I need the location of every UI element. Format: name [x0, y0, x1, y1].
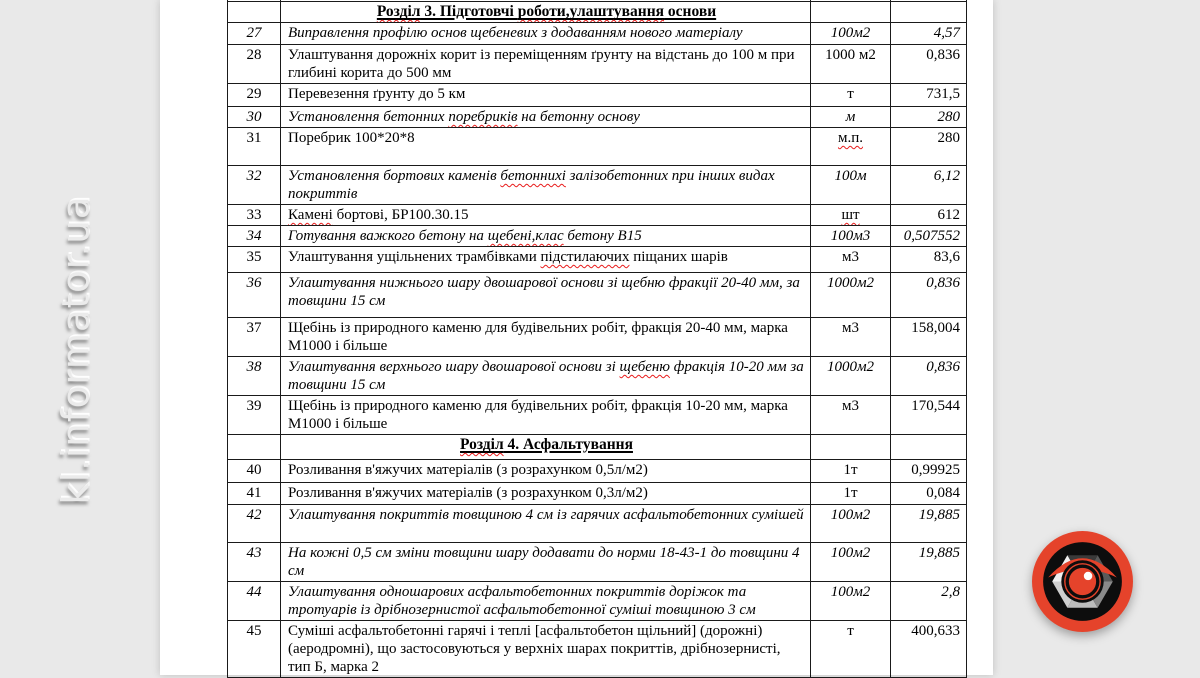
misspelled-word: шт: [841, 207, 860, 223]
section-header-row: [228, 435, 967, 460]
table-row: [228, 107, 967, 128]
quantity-cell: 19,885: [891, 543, 967, 582]
table-row: [228, 357, 967, 396]
row-number-cell: 42: [228, 505, 281, 543]
unit-text: м3: [842, 398, 859, 414]
description-cell: [281, 396, 811, 435]
quantity-cell: 6,12: [891, 166, 967, 205]
row-number-cell: 39: [228, 396, 281, 435]
description-text: Улаштування покриттів товщиною 4 см із гарячих асфальтобетонних сумішей: [288, 507, 804, 523]
table-row: [228, 45, 967, 84]
row-number-cell: 45: [228, 621, 281, 678]
row-number-cell: 37: [228, 318, 281, 357]
misspelled-word: Розділ: [376, 3, 421, 20]
row-number-cell: 36: [228, 273, 281, 318]
quantity-cell: 280: [891, 128, 967, 166]
description-text: Щебінь із природного каменю для будівельних робіт, фракція 10-20 мм, марка М1000 і більше: [288, 398, 788, 432]
section-title-text: основи: [664, 3, 717, 20]
unit-cell: [811, 23, 891, 45]
site-watermark: kl.informator.ua: [54, 195, 98, 505]
table-row: [228, 128, 967, 166]
logo-iris: [1069, 568, 1096, 595]
description-text: Установлення бетонних: [288, 109, 449, 125]
misspelled-word: підстилаючих: [540, 249, 630, 265]
table-row: [228, 582, 967, 621]
description-cell: [281, 460, 811, 483]
unit-text: 1000 м2: [825, 47, 876, 63]
quantity-cell: 0,836: [891, 273, 967, 318]
table-row: [228, 205, 967, 226]
quantity-cell: 280: [891, 107, 967, 128]
unit-cell: [811, 396, 891, 435]
quantity-cell: 400,633: [891, 621, 967, 678]
description-text: Улаштування дорожніх корит із переміщенням ґрунту на відстань до 100 м при глибині корита до 500 мм: [288, 47, 795, 81]
unit-text: 1т: [843, 462, 858, 478]
table-row: [228, 23, 967, 45]
table-row: [228, 166, 967, 205]
unit-cell: [811, 273, 891, 318]
misspelled-word: поребриків: [448, 109, 518, 125]
row-number-cell: 34: [228, 226, 281, 247]
row-number-cell: 44: [228, 582, 281, 621]
table-row: [228, 84, 967, 107]
description-cell: [281, 23, 811, 45]
quantity-cell: 2,8: [891, 582, 967, 621]
misspelled-word: бетоннихі: [500, 168, 566, 184]
description-text: фракція 10-20 мм за товщини 15 см: [288, 359, 804, 393]
section-title: [460, 436, 633, 453]
table-row: [228, 460, 967, 483]
unit-cell: [811, 107, 891, 128]
description-cell: [281, 273, 811, 318]
description-cell: [281, 505, 811, 543]
description-text: Поребрик 100*20*8: [288, 130, 415, 146]
unit-text: м3: [842, 249, 859, 265]
description-text: Готування важкого бетону на: [288, 228, 488, 244]
description-text: На кожні 0,5 см зміни товщини шару додавати до норми 18-43-1 до товщини 4 см: [288, 545, 800, 579]
unit-cell: [811, 357, 891, 396]
unit-cell: [811, 128, 891, 166]
unit-text: 100м2: [830, 584, 871, 600]
quantity-cell: 4,57: [891, 23, 967, 45]
description-text: Розливання в'яжучих матеріалів (з розрахунком 0,3л/м2): [288, 485, 648, 501]
description-text: Перевезення ґрунту до 5 км: [288, 86, 466, 102]
quantity-cell: 158,004: [891, 318, 967, 357]
description-cell: [281, 226, 811, 247]
section-title: [377, 3, 716, 20]
misspelled-word: роботи,улаштування: [517, 3, 665, 20]
description-cell: [281, 621, 811, 678]
description-cell: [281, 84, 811, 107]
description-text: Щебінь із природного каменю для будівельних робіт, фракція 20-40 мм, марка М1000 і більше: [288, 320, 788, 354]
description-text: Улаштування верхнього шару двошарової основи зі: [288, 359, 620, 375]
row-number-cell: 35: [228, 247, 281, 273]
section-header-row: [228, 2, 967, 23]
quantity-cell: [891, 2, 967, 23]
row-number-cell: 27: [228, 23, 281, 45]
quantity-cell: 0,836: [891, 45, 967, 84]
quantity-cell: 0,507552: [891, 226, 967, 247]
description-text: Улаштування ущільнених трамбівками: [288, 249, 541, 265]
unit-cell: [811, 2, 891, 23]
misspelled-word: щебені,клас: [487, 228, 564, 244]
row-number-cell: 31: [228, 128, 281, 166]
description-text: Виправлення профілю основ щебеневих з додаванням нового матеріалу: [288, 25, 743, 41]
row-number-cell: 33: [228, 205, 281, 226]
table-row: [228, 247, 967, 273]
table-row: [228, 318, 967, 357]
table-row: [228, 226, 967, 247]
unit-cell: [811, 621, 891, 678]
unit-text: т: [847, 623, 854, 639]
row-number-cell: 43: [228, 543, 281, 582]
row-number-cell: [228, 435, 281, 460]
unit-cell: [811, 205, 891, 226]
description-cell: [281, 435, 811, 460]
quantity-cell: 0,836: [891, 357, 967, 396]
row-number-cell: 41: [228, 483, 281, 505]
description-cell: [281, 357, 811, 396]
description-text: бетону В15: [563, 228, 642, 244]
description-text: Установлення бортових каменів: [288, 168, 501, 184]
unit-cell: [811, 84, 891, 107]
unit-text: 100м2: [830, 507, 871, 523]
description-cell: [281, 107, 811, 128]
unit-cell: [811, 582, 891, 621]
unit-cell: [811, 543, 891, 582]
unit-text: 1000м2: [826, 359, 875, 375]
description-cell: [281, 45, 811, 84]
unit-text: 100м3: [830, 228, 871, 244]
description-cell: [281, 2, 811, 23]
misspelled-word: м.п.: [837, 130, 864, 146]
informator-eye-logo: [1032, 531, 1133, 632]
table-row: [228, 273, 967, 318]
unit-text: 100м2: [830, 545, 871, 561]
description-cell: [281, 166, 811, 205]
description-text: на бетонну основу: [517, 109, 640, 125]
unit-text: м: [845, 109, 856, 125]
quantity-cell: 170,544: [891, 396, 967, 435]
row-number-cell: 32: [228, 166, 281, 205]
unit-cell: [811, 226, 891, 247]
quantity-cell: 731,5: [891, 84, 967, 107]
misspelled-word: Розділ: [460, 436, 504, 453]
quantity-cell: 0,084: [891, 483, 967, 505]
quantity-cell: 83,6: [891, 247, 967, 273]
document-table: [227, 0, 967, 678]
quantity-cell: 19,885: [891, 505, 967, 543]
quantity-cell: [891, 435, 967, 460]
section-title-text: 4. Асфальтування: [503, 436, 633, 453]
document-page: [160, 0, 993, 675]
description-cell: [281, 483, 811, 505]
unit-text: 1т: [843, 485, 858, 501]
unit-text: т: [847, 86, 854, 102]
description-cell: [281, 205, 811, 226]
row-number-cell: 29: [228, 84, 281, 107]
description-cell: [281, 582, 811, 621]
logo-highlight-dot: [1084, 572, 1092, 580]
unit-cell: [811, 318, 891, 357]
description-text: залізобетонних при інших видах покриттів: [288, 168, 775, 202]
unit-cell: [811, 483, 891, 505]
unit-text: 100м: [834, 168, 867, 184]
table-row: [228, 396, 967, 435]
quantity-cell: 0,99925: [891, 460, 967, 483]
misspelled-word: щебеню: [619, 359, 670, 375]
unit-cell: [811, 247, 891, 273]
description-cell: [281, 128, 811, 166]
section-title-text: 3. Підготовчі: [420, 3, 518, 20]
unit-text: м3: [842, 320, 859, 336]
table-row: [228, 543, 967, 582]
unit-text: 100м2: [830, 25, 871, 41]
description-cell: [281, 543, 811, 582]
unit-cell: [811, 505, 891, 543]
row-number-cell: 28: [228, 45, 281, 84]
misspelled-word: Камені: [288, 207, 333, 223]
description-text: Розливання в'яжучих матеріалів (з розрахунком 0,5л/м2): [288, 462, 648, 478]
description-cell: [281, 247, 811, 273]
table-row: [228, 483, 967, 505]
description-text: Суміші асфальтобетонні гарячі і теплі [асфальтобетон щільний] (дорожні)(аеродромні), що застосовуються у верхніх шарах покриттів, дрібнозернисті, тип Б, марка 2: [288, 623, 781, 675]
row-number-cell: 30: [228, 107, 281, 128]
table-row: [228, 505, 967, 543]
row-number-cell: 38: [228, 357, 281, 396]
description-text: піщаних шарів: [629, 249, 728, 265]
quantity-cell: 612: [891, 205, 967, 226]
description-text: бортові, БР100.30.15: [332, 207, 469, 223]
unit-cell: [811, 435, 891, 460]
unit-cell: [811, 45, 891, 84]
description-text: Улаштування нижнього шару двошарової основи зі щебню фракції 20-40 мм, за товщини 15 см: [288, 275, 800, 309]
description-cell: [281, 318, 811, 357]
unit-text: 1000м2: [826, 275, 875, 291]
description-text: Улаштування одношарових асфальтобетонних покриттів доріжок та тротуарів із дрібнозернистої асфальтобетонної суміші товщиною 3 см: [288, 584, 756, 618]
row-number-cell: [228, 2, 281, 23]
table-row: [228, 621, 967, 678]
unit-cell: [811, 166, 891, 205]
row-number-cell: 40: [228, 460, 281, 483]
unit-cell: [811, 460, 891, 483]
